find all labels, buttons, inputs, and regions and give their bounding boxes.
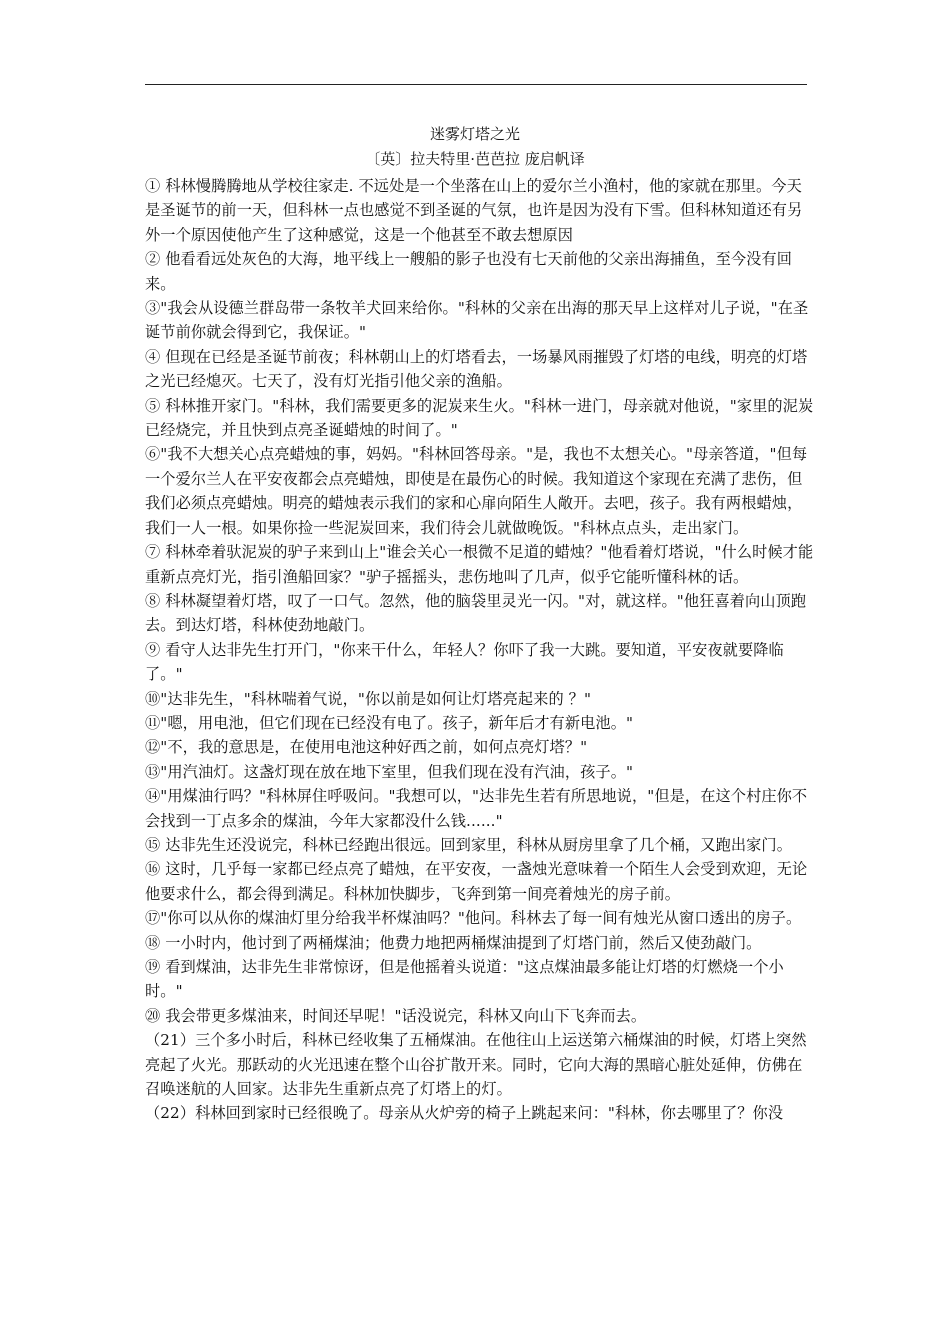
paragraph: ⑰"你可以从你的煤油灯里分给我半杯煤油吗？"他问。科林去了每一间有烛光从窗口透出的房子。 [145,909,802,928]
paragraph: ⑳ 我会带更多煤油来，时间还早呢！"话没说完，科林又向山下飞奔而去。 [145,1006,647,1025]
paragraph: ⑥"我不大想关心点亮蜡烛的事，妈妈。"科林回答母亲。"是，我也不太想关心。"母亲答道，"但每一个爱尔兰人在平安夜都会点亮蜡烛，即使是在最伤心的时候。我知道这个家现在充满了悲伤，但我们必须点亮蜡烛。明亮的蜡烛表示我们的家和心扉向陌生人敞开。去吧，孩子。我有两根蜡烛，我们一人一根。如果你捡一些泥炭回来，我们待会儿就做晚饭。"科林点点头，走出家门。 [145,445,808,537]
paragraph: ⑨ 看守人达非先生打开门，"你来干什么，年轻人？你吓了我一大跳。要知道，平安夜就要降临了。" [145,640,784,684]
paragraph: （22）科林回到家时已经很晚了。母亲从火炉旁的椅子上跳起来问："科林，你去哪里了？你没 [145,1104,784,1123]
paragraph: ⑧ 科林凝望着灯塔，叹了一口气。忽然，他的脑袋里灵光一闪。"对，就这样。"他狂喜着向山顶跑去。到达灯塔，科林使劲地敲门。 [145,591,807,635]
paragraph: （21）三个多小时后，科林已经收集了五桶煤油。在他往山上运送第六桶煤油的时候，灯塔上突然亮起了火光。那跃动的火光迅速在整个山谷扩散开来。同时，它向大海的黑暗心脏处延伸，仿佛在召唤迷航的人回家。达非先生重新点亮了灯塔上的灯。 [145,1031,807,1099]
paragraph: ④ 但现在已经是圣诞节前夜；科林朝山上的灯塔看去，一场暴风雨摧毁了灯塔的电线，明亮的灯塔之光已经熄灭。七天了，没有灯光指引他父亲的渔船。 [145,347,808,391]
paragraph: ⑱ 一小时内，他讨到了两桶煤油；他费力地把两桶煤油提到了灯塔门前，然后又使劲敲门。 [145,933,762,952]
paragraph: ② 他看看远处灰色的大海，地平线上一艘船的影子也没有七天前他的父亲出海捕鱼，至今没有回来。 [145,250,793,293]
paragraph: ⑫"不，我的意思是，在使用电池这种好西之前，如何点亮灯塔？" [145,738,588,757]
paragraph: ⑮ 达非先生还没说完，科林已经跑出很远。回到家里，科林从厨房里拿了几个桶，又跑出家门。 [145,835,793,854]
article-author-translator: 〔英〕拉夫特里·芭芭拉 庞启帆译 [365,150,585,168]
paragraph: ⑬"用汽油灯。这盏灯现在放在地下室里，但我们现在没有汽油，孩子。" [145,762,634,781]
paragraph: ① 科林慢腾腾地从学校往家走. 不远处是一个坐落在山上的爱尔兰小渔村，他的家就在那里。今天是圣诞节的前一天，但科林一点也感觉不到圣诞的气氛，也许是因为没有下雪。但科林知道还有另外一个原因使他产生了这种感觉，这是一个他甚至不敢去想原因 [145,177,803,244]
paragraph: ③"我会从设德兰群岛带一条牧羊犬回来给你。"科林的父亲在出海的那天早上这样对儿子说，"在圣诞节前你就会得到它，我保证。" [145,299,809,342]
paragraph: ⑦ 科林牵着驮泥炭的驴子来到山上"谁会关心一根微不足道的蜡烛？"他看着灯塔说，"什么时候才能重新点亮灯光，指引渔船回家？"驴子摇摇头，悲伤地叫了几声，似乎它能听懂科林的话。 [145,543,814,586]
paragraph: ⑭"用煤油行吗？"科林屏住呼吸问。"我想可以，"达非先生若有所思地说，"但是，在这个村庄你不会找到一丁点多余的煤油，今年大家都没什么钱......" [145,787,808,830]
paragraph: ⑲ 看到煤油，达非先生非常惊讶，但是他摇着头说道："这点煤油最多能让灯塔的灯燃烧一个小时。" [145,958,784,1001]
paragraph: ⑤ 科林推开家门。"科林，我们需要更多的泥炭来生火。"科林一进门，母亲就对他说，"家里的泥炭已经烧完，并且快到点亮圣诞蜡烛的时间了。" [145,396,814,440]
article-title: 迷雾灯塔之光 [429,125,520,143]
header-rule [145,84,807,85]
article-body [145,174,815,1126]
paragraph: ⑩"达非先生，"科林喘着气说，"你以前是如何让灯塔亮起来的 ？" [145,689,592,708]
paragraph: ⑯ 这时，几乎每一家都已经点亮了蜡烛，在平安夜，一盏烛光意味着一个陌生人会受到欢迎，无论他要求什么，都会得到满足。科林加快脚步，飞奔到第一间亮着烛光的房子前。 [145,860,808,903]
paragraph: ⑪"嗯，用电池，但它们现在已经没有电了。孩子，新年后才有新电池。" [145,713,634,732]
